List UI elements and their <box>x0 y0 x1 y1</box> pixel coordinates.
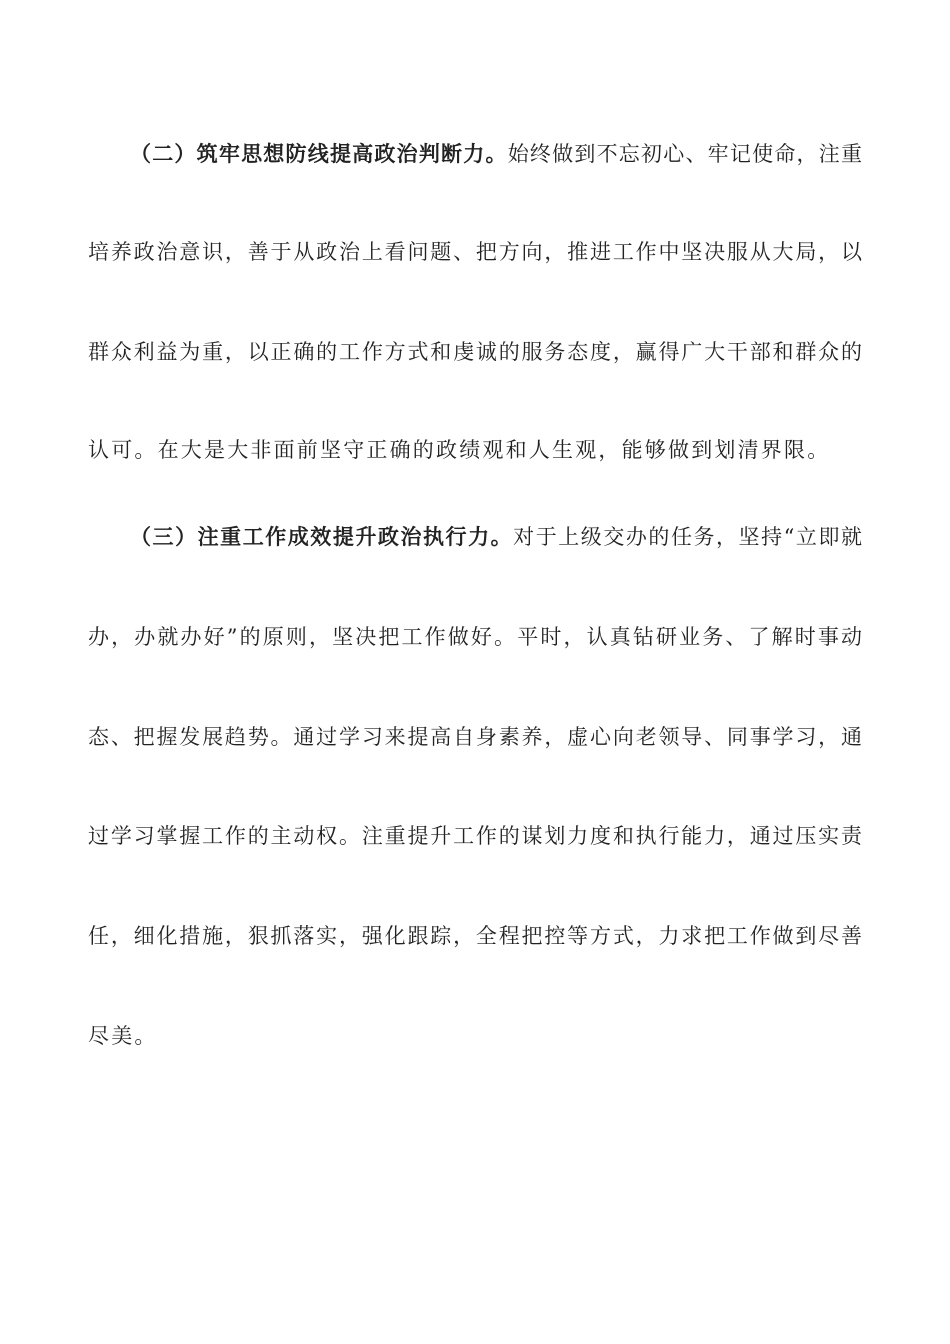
section-3-line-3: 态、把握发展趋势。通过学习来提高自身素养，虚心向老领导、同事学习，通 <box>88 725 862 749</box>
section-2-line-3: 群众利益为重，以正确的工作方式和虔诚的服务态度，赢得广大干部和群众的 <box>88 340 862 364</box>
section-2-text: 始终做到不忘初心、牢记使命，注重 <box>507 142 862 166</box>
section-2-line-4: 认可。在大是大非面前坚守正确的政绩观和人生观，能够做到划清界限。 <box>88 438 831 462</box>
section-3-line-5: 任，细化措施，狠抓落实，强化跟踪，全程把控等方式，力求把工作做到尽善 <box>88 924 862 948</box>
section-3-line-2: 办，办就办好”的原则，坚决把工作做好。平时，认真钻研业务、了解时事动 <box>88 625 862 649</box>
section-3-text: 对于上级交办的任务，坚持“立即就 <box>513 525 862 549</box>
section-2-line-1 <box>130 136 862 172</box>
section-3-line-6: 尽美。 <box>88 1024 158 1048</box>
section-2-line-2: 培养政治意识，善于从政治上看问题、把方向，推进工作中坚决服从大局，以 <box>88 240 862 264</box>
section-2-heading: （二）筑牢思想防线提高政治判断力。 <box>130 141 508 166</box>
section-3-heading: （三）注重工作成效提升政治执行力。 <box>130 524 514 549</box>
section-3-line-1 <box>130 519 862 555</box>
section-3-line-4: 过学习掌握工作的主动权。注重提升工作的谋划力度和执行能力，通过压实责 <box>88 824 862 848</box>
